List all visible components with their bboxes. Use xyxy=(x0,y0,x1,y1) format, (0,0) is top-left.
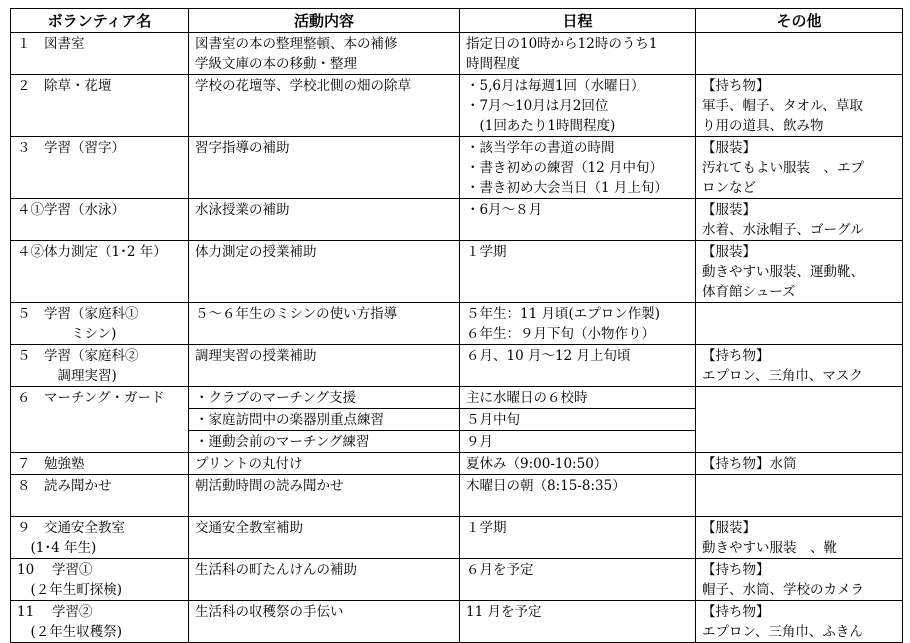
cell-schedule xyxy=(460,517,696,559)
other-line: 動きやすい服装 、靴 xyxy=(702,540,837,556)
activity-content-line: 調理実習の授業補助 xyxy=(195,348,317,364)
cell-volunteer-name xyxy=(11,241,189,303)
volunteer-name-line: ２ 除草・花壇 xyxy=(17,78,112,94)
activity-content-line: 学校の花壇等、学校北側の畑の除草 xyxy=(195,78,411,94)
header-activity-content: 活動内容 xyxy=(189,9,460,33)
cell-other xyxy=(696,75,903,137)
other-line: 【持ち物】水筒 xyxy=(702,456,797,472)
table-row xyxy=(11,241,903,303)
cell-schedule xyxy=(460,33,696,75)
volunteer-name-line: ８ 読み聞かせ xyxy=(17,478,112,494)
other-line: 【服装】 xyxy=(702,520,756,536)
schedule-line: １学期 xyxy=(466,244,507,260)
cell-other xyxy=(696,33,903,75)
volunteer-name-line: ９ 交通安全教室 xyxy=(17,520,125,536)
activity-content-line: 水泳授業の補助 xyxy=(195,202,290,218)
cell-other xyxy=(696,517,903,559)
volunteer-name-line: ４②体力測定（1･2 年） xyxy=(17,244,167,260)
header-schedule: 日程 xyxy=(460,9,696,33)
schedule-line: 夏休み（9:00-10:50） xyxy=(466,456,608,472)
cell-schedule xyxy=(460,345,696,387)
volunteer-name-line: 10 学習① xyxy=(17,562,93,578)
cell-activity-content xyxy=(189,475,460,517)
other-line: 【服装】 xyxy=(702,244,756,260)
table-row xyxy=(11,601,903,643)
schedule-line: ・書き初めの練習（12 月中旬） xyxy=(466,160,663,176)
table-row xyxy=(11,387,903,409)
volunteer-name-line: ５ 学習（家庭科② xyxy=(17,348,139,364)
activity-content-line: 交通安全教室補助 xyxy=(195,520,303,536)
cell-schedule xyxy=(460,303,696,345)
cell-activity-content xyxy=(189,517,460,559)
table-row xyxy=(11,137,903,199)
cell-volunteer-name xyxy=(11,199,189,241)
schedule-line: 指定日の10時から12時のうち1 xyxy=(466,36,658,52)
activity-content-line: 図書室の本の整理整頓、本の補修 xyxy=(195,36,398,52)
schedule-line: 時間程度 xyxy=(466,56,520,72)
table-row xyxy=(11,303,903,345)
cell-volunteer-name xyxy=(11,75,189,137)
table-row xyxy=(11,475,903,517)
schedule-line: 木曜日の朝（8:15-8:35） xyxy=(466,478,626,494)
schedule-line: ・書き初め大会当日（1 月上旬） xyxy=(466,180,668,196)
volunteer-name-line: (1･4 年生) xyxy=(17,540,97,556)
other-line: 【持ち物】 xyxy=(702,604,770,620)
table-row xyxy=(11,199,903,241)
other-line: エプロン、三角巾、マスク xyxy=(702,368,863,384)
volunteer-name-line: ７ 勉強塾 xyxy=(17,456,85,472)
other-line: 【服装】 xyxy=(702,202,756,218)
cell-schedule xyxy=(460,241,696,303)
cell-other xyxy=(696,241,903,303)
cell-activity-content xyxy=(189,303,460,345)
cell-schedule: 主に水曜日の６校時 xyxy=(460,387,696,409)
other-line: 【持ち物】 xyxy=(702,348,770,364)
volunteer-name-line: (２年生町探検) xyxy=(17,582,123,598)
cell-activity-content xyxy=(189,137,460,199)
cell-activity-content xyxy=(189,345,460,387)
cell-activity-content xyxy=(189,33,460,75)
cell-other xyxy=(696,387,903,453)
cell-schedule xyxy=(460,75,696,137)
cell-schedule: ９月 xyxy=(460,431,696,453)
activity-content-line: 生活科の町たんけんの補助 xyxy=(195,562,357,578)
cell-activity-content: ・クラブのマーチング支援 xyxy=(189,387,460,409)
schedule-line: ６月を予定 xyxy=(466,562,534,578)
cell-activity-content xyxy=(189,75,460,137)
other-line: 汚れてもよい服装 、エプ xyxy=(702,160,864,176)
cell-activity-content: ・運動会前のマーチング練習 xyxy=(189,431,460,453)
header-volunteer-name: ボランティア名 xyxy=(11,9,189,33)
cell-schedule xyxy=(460,199,696,241)
cell-schedule: ５月中旬 xyxy=(460,409,696,431)
volunteer-name-line: ５ 学習（家庭科① xyxy=(17,306,139,322)
cell-activity-content xyxy=(189,453,460,475)
other-line: 軍手、帽子、タオル、草取 xyxy=(702,98,863,114)
other-line: 体育館シューズ xyxy=(702,284,796,300)
cell-schedule xyxy=(460,453,696,475)
activity-content-line: ５～６年生のミシンの使い方指導 xyxy=(195,306,398,322)
table-row xyxy=(11,75,903,137)
table-row xyxy=(11,517,903,559)
volunteer-name-line: ミシン) xyxy=(17,326,117,342)
cell-other xyxy=(696,601,903,643)
cell-other xyxy=(696,475,903,517)
activity-content-line: プリントの丸付け xyxy=(195,456,303,472)
other-line: 【持ち物】 xyxy=(702,78,770,94)
cell-schedule xyxy=(460,601,696,643)
cell-volunteer-name xyxy=(11,33,189,75)
volunteer-name-line: ４①学習（水泳） xyxy=(17,202,125,218)
table-body-lower xyxy=(11,453,903,643)
other-line: 【服装】 xyxy=(702,140,756,156)
volunteer-table xyxy=(10,8,903,643)
cell-schedule xyxy=(460,475,696,517)
other-line: ロンなど xyxy=(702,180,756,196)
table-row xyxy=(11,33,903,75)
cell-activity-content xyxy=(189,601,460,643)
cell-volunteer-name xyxy=(11,345,189,387)
cell-volunteer-name xyxy=(11,601,189,643)
cell-volunteer-name xyxy=(11,517,189,559)
schedule-line: ・該当学年の書道の時間 xyxy=(466,140,615,156)
other-line: り用の道具、飲み物 xyxy=(702,118,824,134)
cell-activity-content xyxy=(189,559,460,601)
cell-activity-content xyxy=(189,241,460,303)
schedule-line: ・6月～８月 xyxy=(466,202,543,218)
volunteer-name-line: 調理実習) xyxy=(17,368,117,384)
other-line: 動きやすい服装、運動靴、 xyxy=(702,264,864,280)
cell-volunteer-name xyxy=(11,137,189,199)
schedule-line: (1回あたり1時間程度) xyxy=(466,118,616,134)
header-row xyxy=(11,9,903,33)
volunteer-name-line: (２年生収穫祭) xyxy=(17,624,123,640)
table-body-marching xyxy=(11,387,903,453)
schedule-line: ５年生：11 月頃(エプロン作製) xyxy=(466,306,661,322)
schedule-line: ６年生：９月下旬（小物作り） xyxy=(466,326,655,342)
activity-content-line: 生活科の収穫祭の手伝い xyxy=(195,604,344,620)
cell-other xyxy=(696,303,903,345)
table-row xyxy=(11,345,903,387)
table-row xyxy=(11,453,903,475)
other-line: エプロン、三角巾、ふきん xyxy=(702,624,863,640)
other-line: 水着、水泳帽子、ゴーグル xyxy=(702,222,864,238)
volunteer-name-line: ３ 学習（習字） xyxy=(17,140,125,156)
other-line: 帽子、水筒、学校のカメラ xyxy=(702,582,864,598)
cell-other xyxy=(696,199,903,241)
cell-volunteer-name: ６ マーチング・ガード xyxy=(11,387,189,453)
schedule-line: １学期 xyxy=(466,520,507,536)
cell-other xyxy=(696,345,903,387)
activity-content-line: 体力測定の授業補助 xyxy=(195,244,317,260)
schedule-line: ６月、10 月～12 月上旬頃 xyxy=(466,348,631,364)
table-body-upper xyxy=(11,33,903,387)
cell-volunteer-name xyxy=(11,475,189,517)
other-line: 【持ち物】 xyxy=(702,562,770,578)
cell-volunteer-name xyxy=(11,453,189,475)
cell-activity-content xyxy=(189,199,460,241)
cell-other xyxy=(696,559,903,601)
cell-other xyxy=(696,453,903,475)
volunteer-name-line: 11 学習② xyxy=(17,604,93,620)
schedule-line: 11 月を予定 xyxy=(466,604,542,620)
activity-content-line: 習字指導の補助 xyxy=(195,140,290,156)
table-row xyxy=(11,559,903,601)
header-other: その他 xyxy=(696,9,903,33)
volunteer-name-line: １ 図書室 xyxy=(17,36,85,52)
cell-volunteer-name xyxy=(11,559,189,601)
cell-schedule xyxy=(460,559,696,601)
cell-other xyxy=(696,137,903,199)
activity-content-line: 朝活動時間の読み聞かせ xyxy=(195,478,344,494)
cell-schedule xyxy=(460,137,696,199)
activity-content-line: 学級文庫の本の移動・整理 xyxy=(195,56,357,72)
cell-volunteer-name xyxy=(11,303,189,345)
cell-activity-content: ・家庭訪問中の楽器別重点練習 xyxy=(189,409,460,431)
schedule-line: ・7月～10月は月2回位 xyxy=(466,98,609,114)
schedule-line: ・5,6月は毎週1回（水曜日） xyxy=(466,78,645,94)
